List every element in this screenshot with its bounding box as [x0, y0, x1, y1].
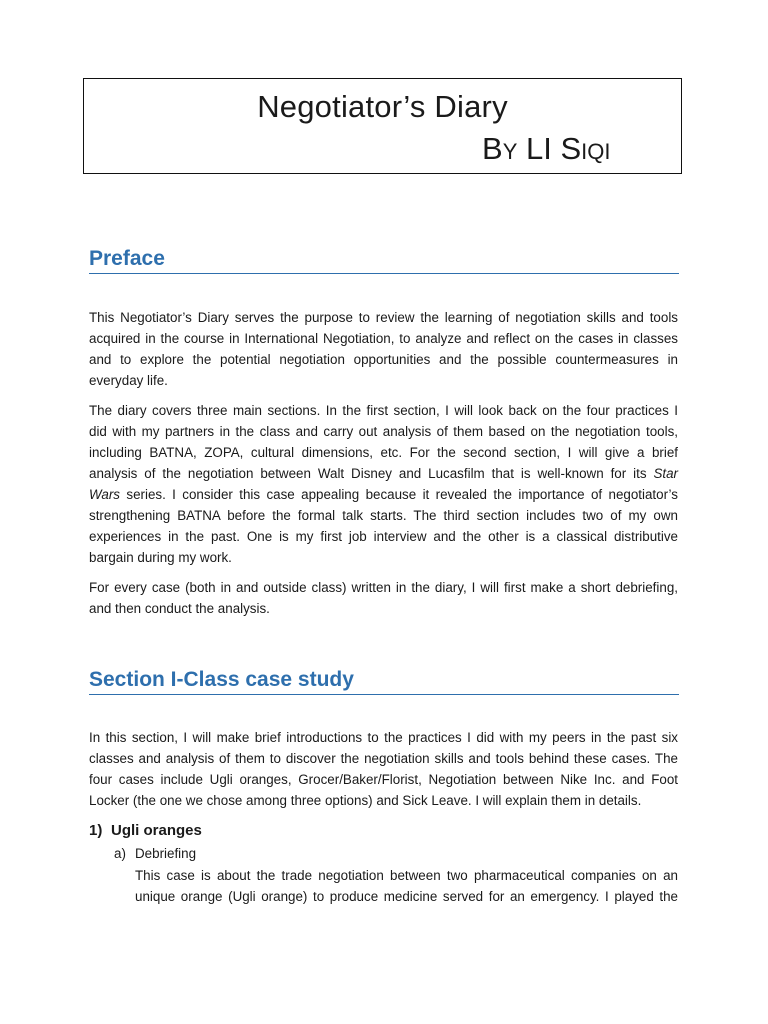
preface-heading: Preface	[89, 247, 679, 274]
section-1-paragraph: In this section, I will make brief introductions to the practices I did with my peers in the past six classes and analysis of them to discover the negotiation skills and tools behind these cases. The four cases include Ugli oranges, Grocer/Baker/Florist, Negotiation between Nike Inc. and Foot Locker (the one we chose among three options) and Sick Leave. I will explain them in details.	[89, 730, 678, 808]
case-1-debriefing-label: a) Debriefing	[114, 846, 197, 861]
document-title: Negotiator’s Diary	[257, 89, 508, 124]
case-1-heading: 1) Ugli oranges	[89, 822, 202, 839]
title-box	[83, 78, 682, 174]
preface-paragraph-2: The diary covers three main sections. In the first section, I will look back on the four practices I did with my partners in the class and carry out analysis of them based on the negotiation tools, including BATNA, ZOPA, cultural dimensions, etc. For the second section, I will give a brief analysis of the negotiation between Walt Disney and Lucasfilm that is well-known for its Star Wars series. I consider this case appealing because it revealed the importance of negotiator’s strengthening BATNA before the formal talk starts. The third section includes two of my own experiences in the past. One is my first job interview and the other is a classical distributive bargain during my work.	[89, 403, 678, 565]
case-1-debriefing-text: This case is about the trade negotiation between two pharmaceutical companies on an unique orange (Ugli orange) to produce medicine served for an emergency. I played the	[135, 868, 678, 904]
preface-paragraph-1: This Negotiator’s Diary serves the purpose to review the learning of negotiation skills and tools acquired in the course in International Negotiation, to analyze and reflect on the cases in classes and to explore the potential negotiation opportunities and the possible countermeasures in everyday life.	[89, 310, 678, 388]
author-byline: BY LI SIQI	[482, 131, 611, 166]
section-1-heading: Section I-Class case study	[89, 668, 679, 695]
preface-paragraph-3: For every case (both in and outside class) written in the diary, I will first make a short debriefing, and then conduct the analysis.	[89, 580, 678, 616]
